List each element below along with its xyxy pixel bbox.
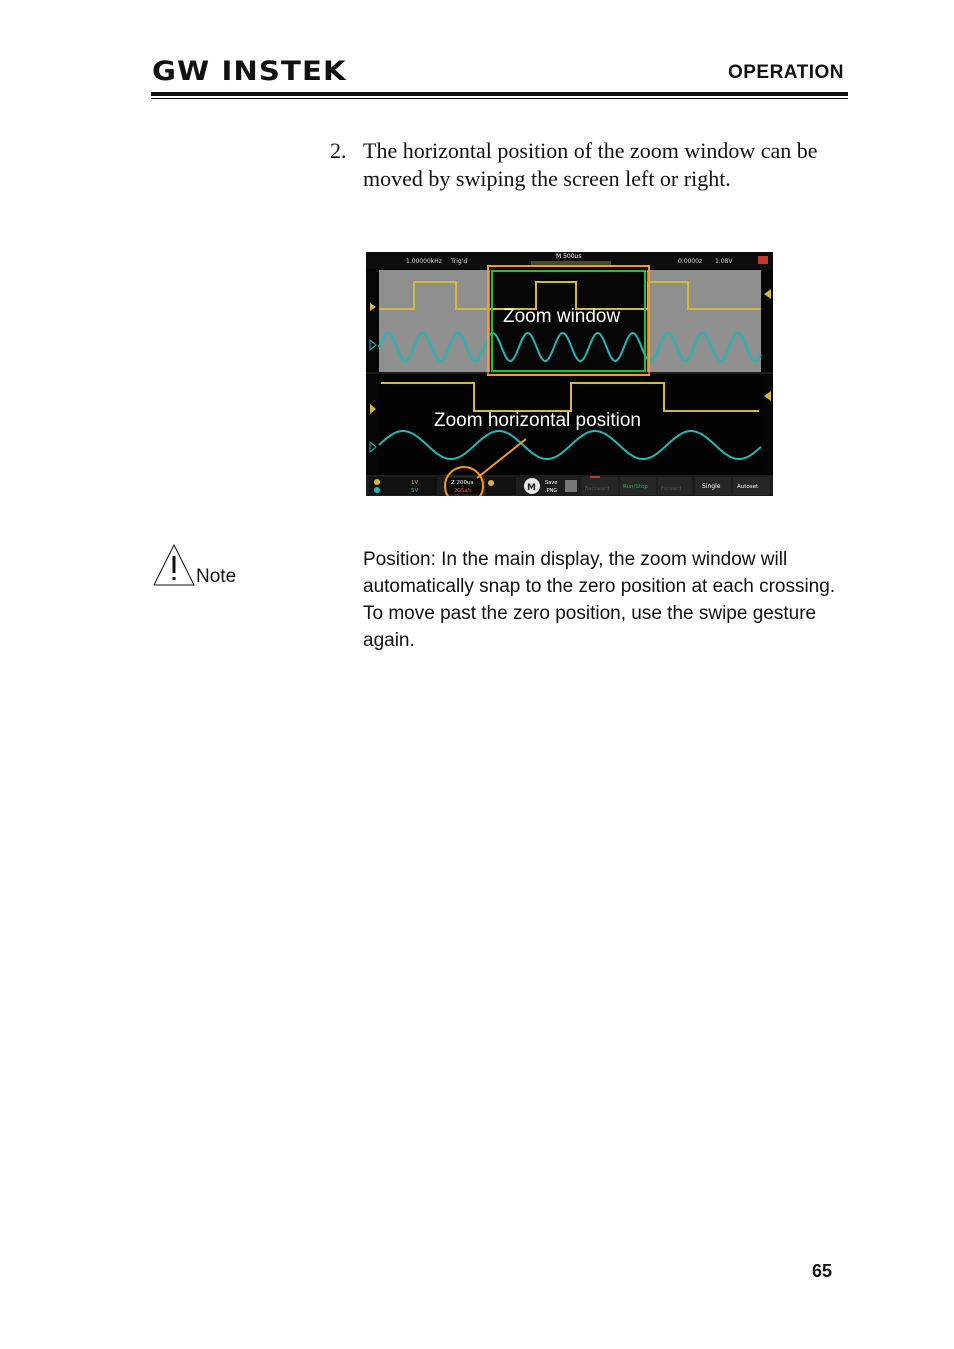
- autoset-button[interactable]: Autoset: [737, 484, 759, 490]
- zoom-window-callout: Zoom window: [503, 306, 621, 327]
- header-rule: [151, 92, 848, 96]
- run-stop-button[interactable]: Run/Stop: [623, 484, 648, 490]
- ch1-scale: 1V: [411, 480, 419, 486]
- section-title: OPERATION: [727, 62, 844, 83]
- single-button[interactable]: Single: [702, 483, 721, 490]
- note-label: Note: [196, 566, 237, 587]
- trigger-freq: 0.0000z: [678, 258, 703, 265]
- page-number: 65: [812, 1261, 833, 1281]
- zoom-scale: Z 200us: [451, 480, 474, 486]
- svg-text:M: M: [527, 483, 536, 493]
- step-number: 2.: [330, 138, 347, 163]
- oscilloscope-screenshot: [366, 252, 773, 496]
- save-format: .PNG: [545, 488, 558, 494]
- warning-icon: [153, 544, 195, 586]
- ch2-scale: 5V: [411, 488, 419, 494]
- trigger-status: Trig'd: [451, 258, 468, 265]
- zoom-position-callout: Zoom horizontal position: [434, 410, 641, 431]
- step-text: The horizontal position of the zoom window can be moved by swiping the screen left or right.: [363, 138, 818, 191]
- forward-button[interactable]: Forward: [661, 486, 682, 492]
- save-label: Save: [545, 480, 558, 486]
- note-text: Position: In the main display, the zoom window will automatically snap to the zero position at each crossing. To move past the zero position, use the swipe gesture again.: [363, 549, 836, 651]
- step-item: [330, 137, 830, 193]
- timebase-readout: M 500us: [556, 253, 582, 260]
- backward-button[interactable]: Backward: [585, 486, 610, 492]
- freq-readout: 1.00000kHz: [406, 258, 442, 265]
- zoom-rate: 2GSa/s: [454, 488, 472, 494]
- brand-logo: GW INSTEK: [152, 56, 347, 87]
- header-rule-thin: [151, 98, 848, 99]
- trigger-level: 1.08V: [715, 258, 733, 265]
